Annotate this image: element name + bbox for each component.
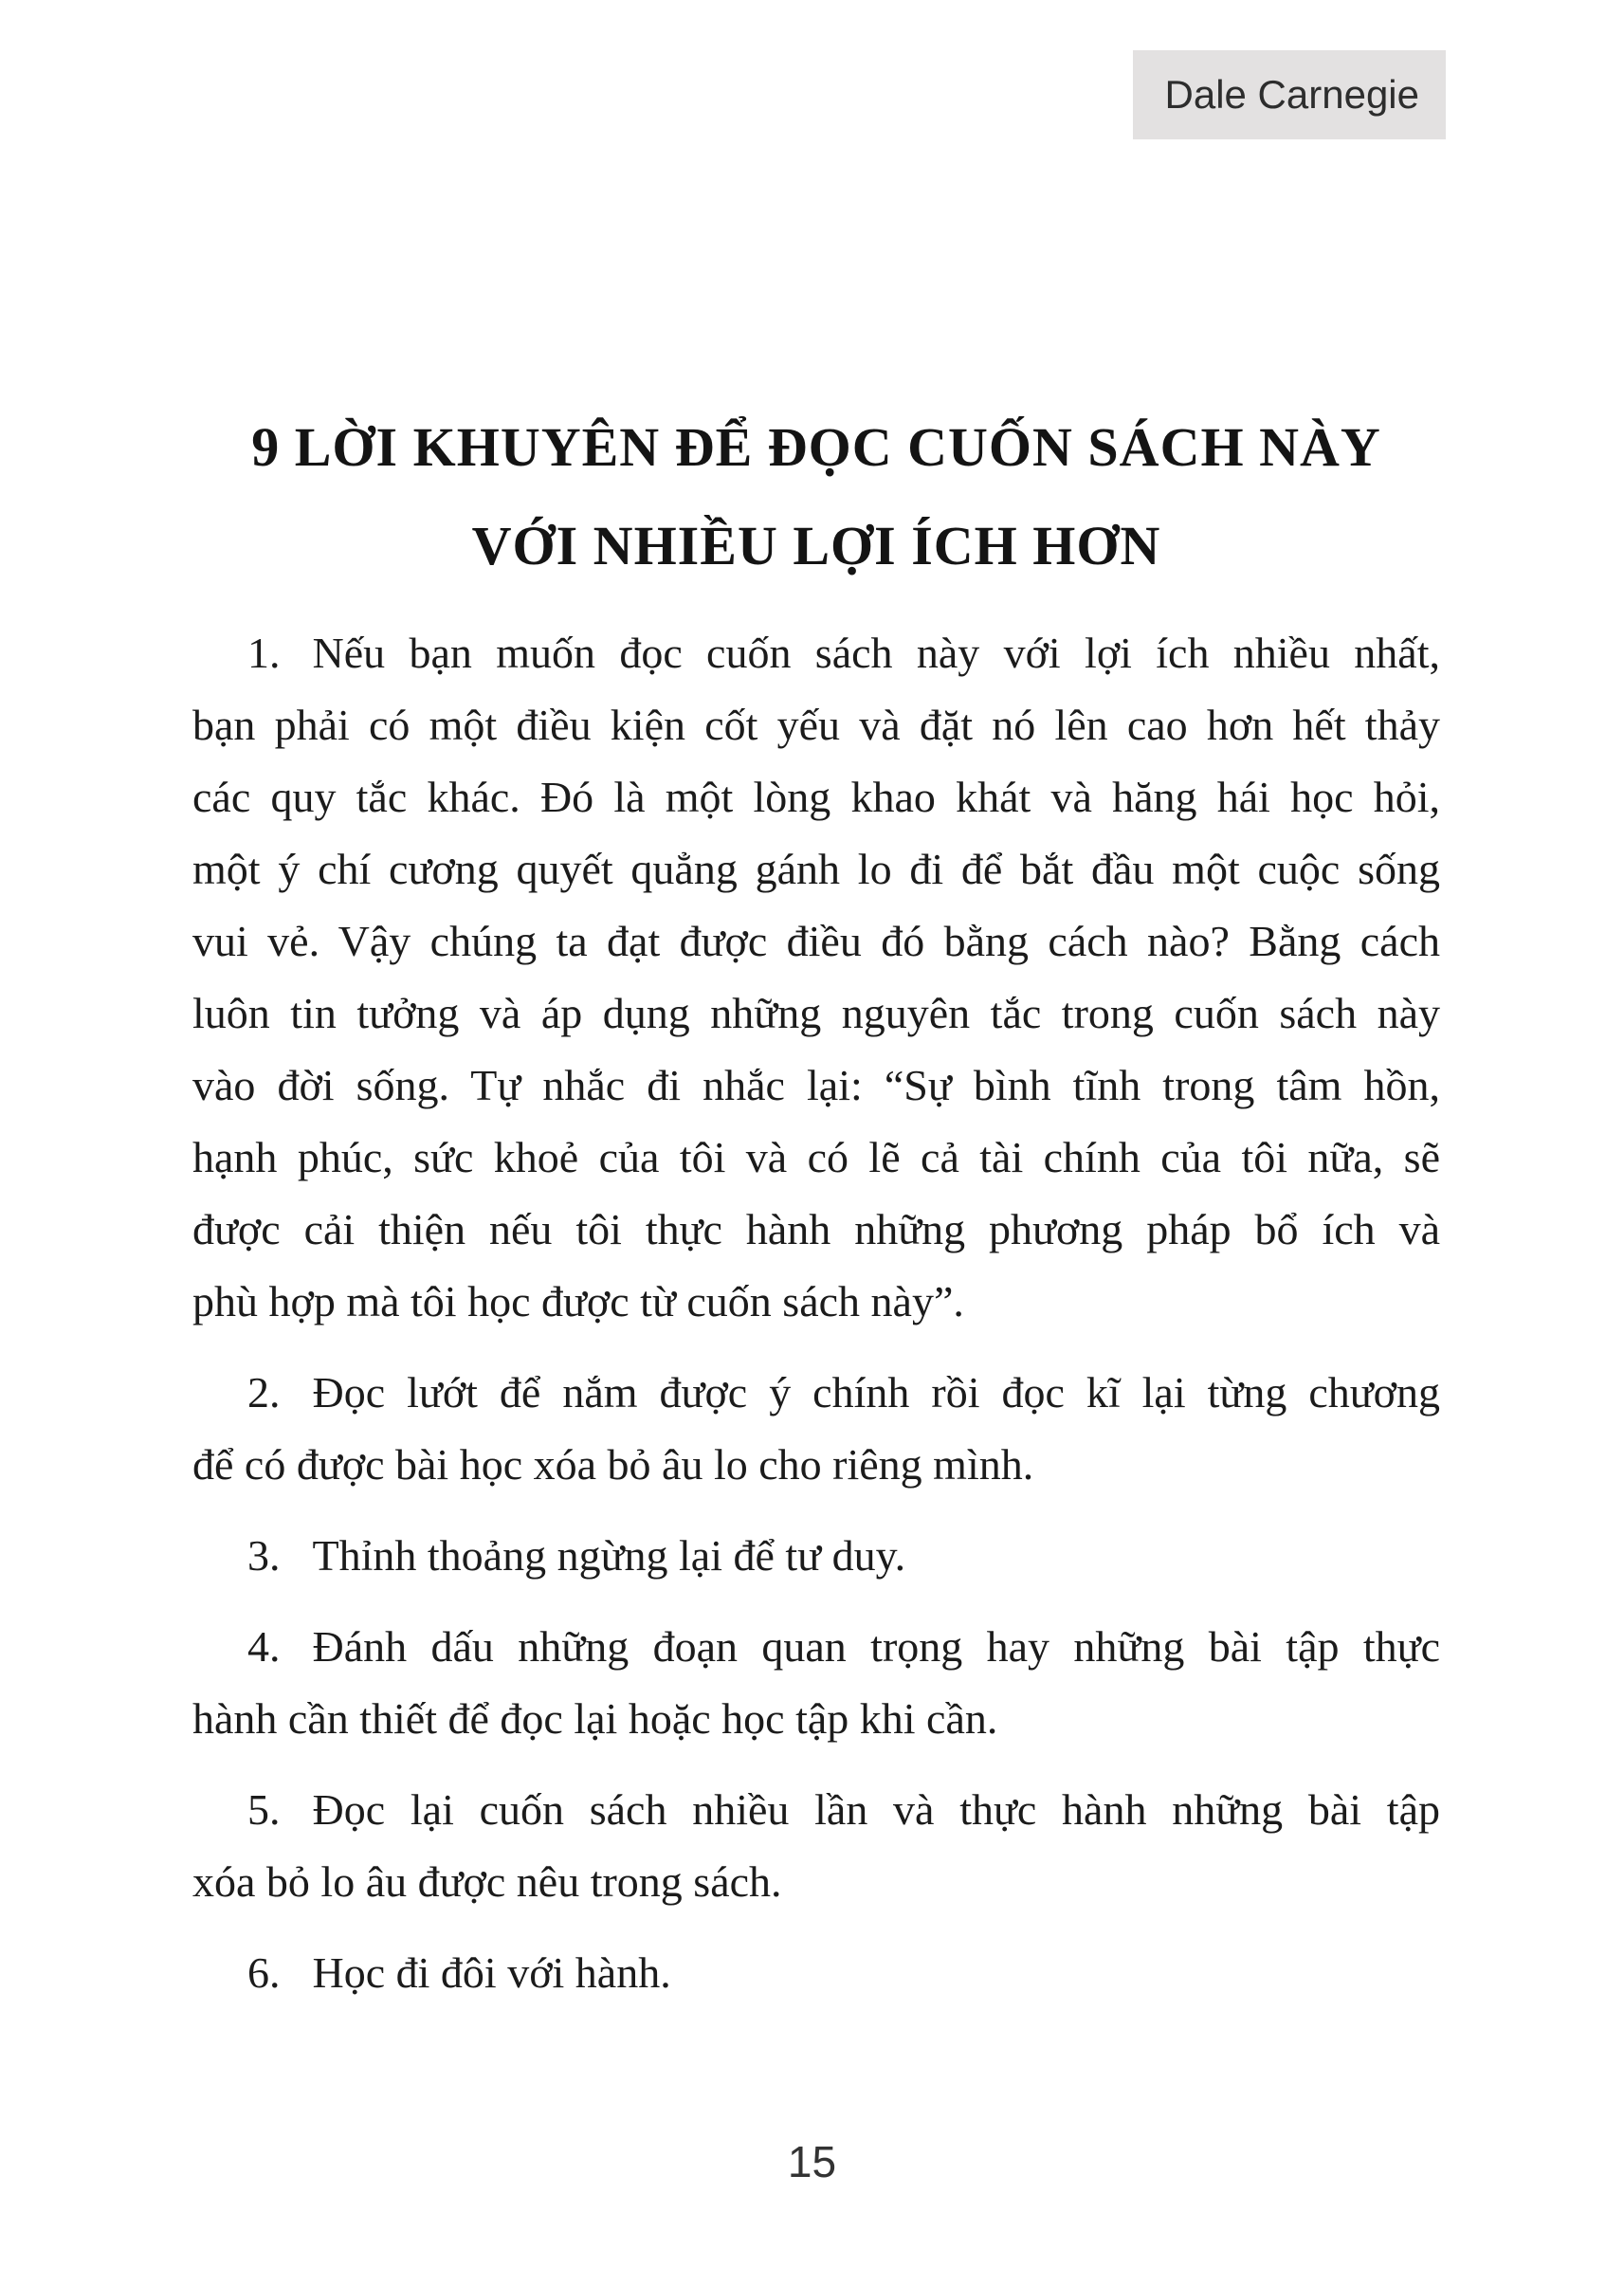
item-number: 5. <box>247 1785 281 1834</box>
paragraph-list <box>192 617 1440 2028</box>
item-number: 3. <box>247 1531 281 1580</box>
text-line: một ý chí cương quyết quẳng gánh lo đi để bắt đầu một cuộc sống <box>192 845 1440 893</box>
paragraph <box>192 617 1440 1338</box>
item-number: 1. <box>247 629 281 677</box>
text-line: 1. Nếu bạn muốn đọc cuốn sách này với lợi ích nhiều nhất, <box>247 629 1440 677</box>
chapter-title-line-2: VỚI NHIỀU LỢI ÍCH HƠN <box>471 514 1161 576</box>
page-number-value: 15 <box>787 2137 837 2186</box>
paragraph <box>192 1774 1440 1918</box>
text-line: phù hợp mà tôi học được từ cuốn sách này”. <box>192 1277 964 1325</box>
page-number <box>0 2136 1624 2187</box>
text-line: 2. Đọc lướt để nắm được ý chính rồi đọc kĩ lại từng chương <box>247 1368 1440 1417</box>
paragraph <box>192 1937 1440 2009</box>
item-number: 2. <box>247 1368 281 1417</box>
text-line: 4. Đánh dấu những đoạn quan trọng hay những bài tập thực <box>247 1622 1440 1671</box>
text-line: luôn tin tưởng và áp dụng những nguyên tắc trong cuốn sách này <box>192 989 1440 1037</box>
text-line: vào đời sống. Tự nhắc đi nhắc lại: “Sự bình tĩnh trong tâm hồn, <box>192 1061 1440 1109</box>
text-line: 3. Thỉnh thoảng ngừng lại để tư duy. <box>247 1531 906 1580</box>
author-badge-label: Dale Carnegie <box>1164 72 1419 117</box>
chapter-title-line-1: 9 LỜI KHUYÊN ĐỂ ĐỌC CUỐN SÁCH NÀY <box>251 415 1381 478</box>
text-line: được cải thiện nếu tôi thực hành những phương pháp bổ ích và <box>192 1205 1440 1253</box>
text-line: bạn phải có một điều kiện cốt yếu và đặt nó lên cao hơn hết thảy <box>192 701 1440 749</box>
item-number: 4. <box>247 1622 281 1671</box>
text-line: hạnh phúc, sức khoẻ của tôi và có lẽ cả tài chính của tôi nữa, sẽ <box>192 1133 1440 1181</box>
paragraph <box>192 1520 1440 1592</box>
item-number: 6. <box>247 1948 281 1997</box>
author-badge <box>1133 50 1446 139</box>
text-line: xóa bỏ lo âu được nêu trong sách. <box>192 1857 782 1906</box>
text-line: hành cần thiết để đọc lại hoặc học tập khi cần. <box>192 1694 998 1743</box>
text-line: 6. Học đi đôi với hành. <box>247 1948 671 1997</box>
text-line: để có được bài học xóa bỏ âu lo cho riêng mình. <box>192 1440 1034 1489</box>
text-line: các quy tắc khác. Đó là một lòng khao khát và hăng hái học hỏi, <box>192 773 1440 821</box>
paragraph <box>192 1357 1440 1501</box>
text-line: vui vẻ. Vậy chúng ta đạt được điều đó bằng cách nào? Bằng cách <box>192 917 1440 965</box>
text-line: 5. Đọc lại cuốn sách nhiều lần và thực hành những bài tập <box>247 1785 1440 1834</box>
chapter-title <box>192 398 1440 595</box>
paragraph <box>192 1611 1440 1755</box>
